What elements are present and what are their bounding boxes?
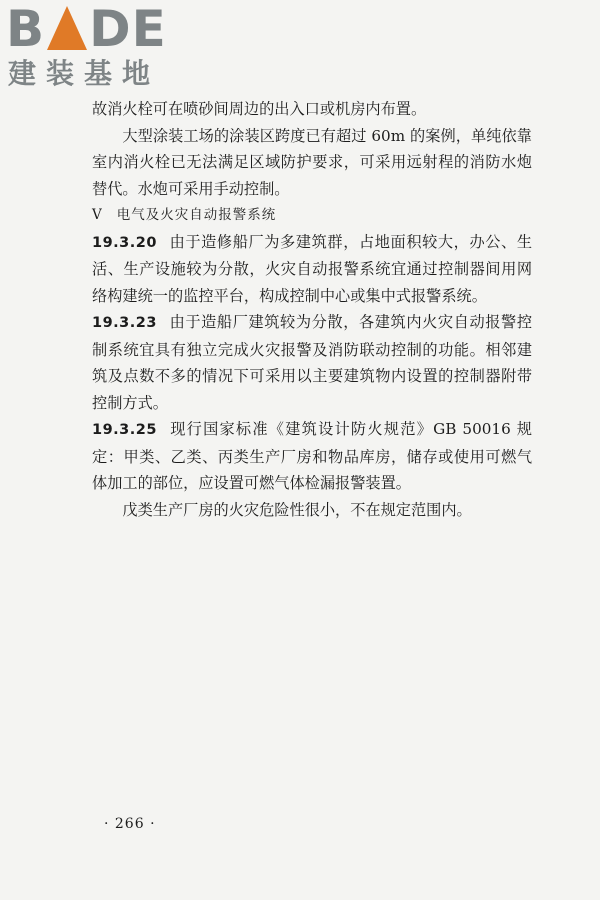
clause-19-3-25 — [92, 416, 532, 497]
page-number: · 266 · — [104, 816, 156, 832]
paragraph-continued: 故消火栓可在喷砂间周边的出入口或机房内布置。 — [92, 100, 427, 118]
clause-number: 19.3.23 — [92, 315, 157, 331]
section-title: 电气及火灾自动报警系统 — [116, 207, 277, 223]
clause-19-3-20 — [92, 229, 532, 310]
paragraph-class-e: 戊类生产厂房的火灾危险性很小，不在规定范围内。 — [122, 500, 472, 519]
bade-logo — [6, 2, 176, 94]
logo-wordmark — [6, 0, 167, 58]
clause-19-3-23 — [92, 309, 532, 416]
logo-triangle-icon — [47, 6, 87, 50]
paragraph-water-cannon: 大型涂装工场的涂装区跨度已有超过 60m 的案例，单纯依靠室内消火栓已无法满足区域防护要求，可采用远射程的消防水炮替代。水炮可采用手动控制。 — [92, 126, 532, 198]
logo-subtitle: 建装基地 — [8, 57, 161, 90]
clause-text: 现行国家标准《建筑设计防火规范》GB 50016 规定：甲类、乙类、丙类生产厂房和物品库房，储存或使用可燃气体加工的部位，应设置可燃气体检漏报警装置。 — [92, 420, 532, 492]
logo-letters-right: DE — [89, 0, 167, 58]
section-numeral: V — [92, 207, 103, 223]
clause-text: 由于造修船厂为多建筑群，占地面积较大，办公、生活、生产设施较为分散，火灾自动报警系统宜通过控制器间用网络构建统一的监控平台，构成控制中心或集中式报警系统。 — [92, 232, 532, 305]
clause-number: 19.3.25 — [92, 422, 157, 438]
logo-letters-left: B — [6, 0, 46, 58]
clause-text: 由于造船厂建筑较为分散，各建筑内火灾自动报警控制系统宜具有独立完成火灾报警及消防联动控制的功能。相邻建筑及点数不多的情况下可采用以主要建筑物内设置的控制器附带控制方式。 — [92, 313, 532, 412]
section-heading — [92, 202, 532, 229]
clause-number: 19.3.20 — [92, 234, 157, 251]
document-body — [92, 96, 532, 523]
